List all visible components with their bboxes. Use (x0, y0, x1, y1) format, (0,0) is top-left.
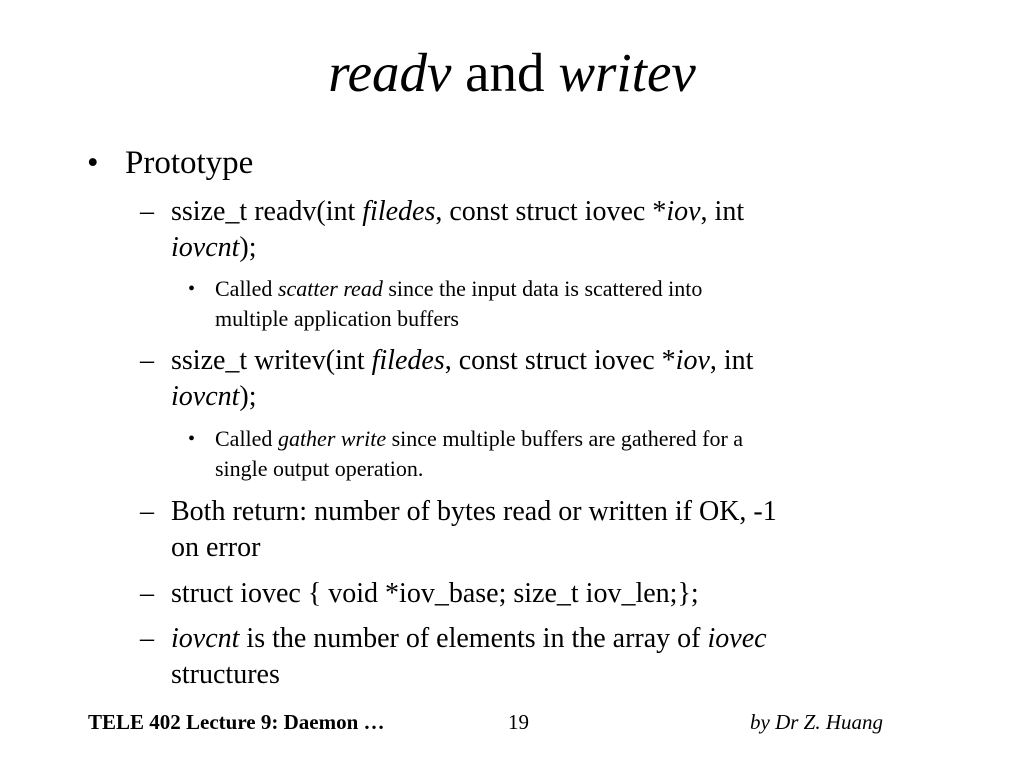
text-run: , int (709, 345, 754, 376)
text-run: Called (215, 426, 278, 451)
text-run-italic: iovcnt (171, 381, 240, 412)
sub-sub-bullet-text (215, 274, 702, 334)
text-run: ); (239, 381, 257, 412)
text-run: since multiple buffers are gathered for a (386, 426, 744, 451)
footer-page-number: 19 (508, 710, 529, 734)
text-line: on error (171, 532, 261, 563)
text-line: Both return: number of bytes read or written if OK, -1 (171, 496, 777, 527)
text-line (215, 274, 702, 304)
text-line (171, 379, 753, 415)
slide-title (0, 38, 1024, 108)
bullet-mark: • (188, 428, 196, 450)
dash-mark: – (140, 196, 154, 227)
text-line: single output operation. (215, 456, 424, 481)
footer-lecture-title: TELE 402 Lecture 9: Daemon … (88, 710, 385, 734)
sub-bullet-text (171, 621, 767, 693)
text-run: since the input data is scattered into (382, 276, 703, 301)
text-run-italic: iovcnt (171, 232, 240, 263)
text-run: , const struct iovec * (435, 196, 667, 227)
text-run-italic: iov (675, 345, 710, 376)
text-line (215, 424, 743, 454)
text-run: ssize_t readv(int (171, 196, 363, 227)
title-and: and (451, 42, 559, 103)
sub-bullet-text (171, 494, 777, 566)
title-writev: writev (558, 42, 696, 103)
text-line: multiple application buffers (215, 306, 459, 331)
dash-mark: – (140, 345, 154, 376)
text-run-italic: filedes (362, 196, 436, 227)
sub-bullet-text (171, 343, 753, 415)
text-run: ssize_t writev(int (171, 345, 372, 376)
text-line (171, 230, 744, 266)
text-run-italic: iovec (707, 623, 767, 654)
footer-author: by Dr Z. Huang (750, 710, 884, 734)
text-run: ); (239, 232, 257, 263)
dash-mark: – (140, 578, 154, 609)
text-run-italic: filedes (371, 345, 445, 376)
text-line (171, 343, 753, 379)
text-line: structures (171, 659, 280, 690)
text-line (171, 621, 767, 657)
bullet-text: Prototype (125, 145, 254, 181)
text-line (171, 194, 744, 230)
text-run-italic: iov (666, 196, 701, 227)
text-run: , const struct iovec * (444, 345, 676, 376)
text-run: , int (700, 196, 745, 227)
text-run-italic: scatter read (277, 276, 383, 301)
sub-bullet-text (171, 576, 699, 612)
bullet-mark: • (188, 278, 196, 300)
dash-mark: – (140, 623, 154, 654)
sub-bullet-text (171, 194, 744, 266)
sub-sub-bullet-text (215, 424, 743, 484)
text-run-italic: gather write (277, 426, 387, 451)
dash-mark: – (140, 496, 154, 527)
text-run: Called (215, 276, 278, 301)
text-run-italic: iovcnt (171, 623, 240, 654)
title-readv: readv (328, 42, 452, 103)
text-line: struct iovec { void *iov_base; size_t iov_len;}; (171, 578, 699, 609)
text-run: is the number of elements in the array of (239, 623, 708, 654)
bullet-mark: • (87, 145, 99, 181)
